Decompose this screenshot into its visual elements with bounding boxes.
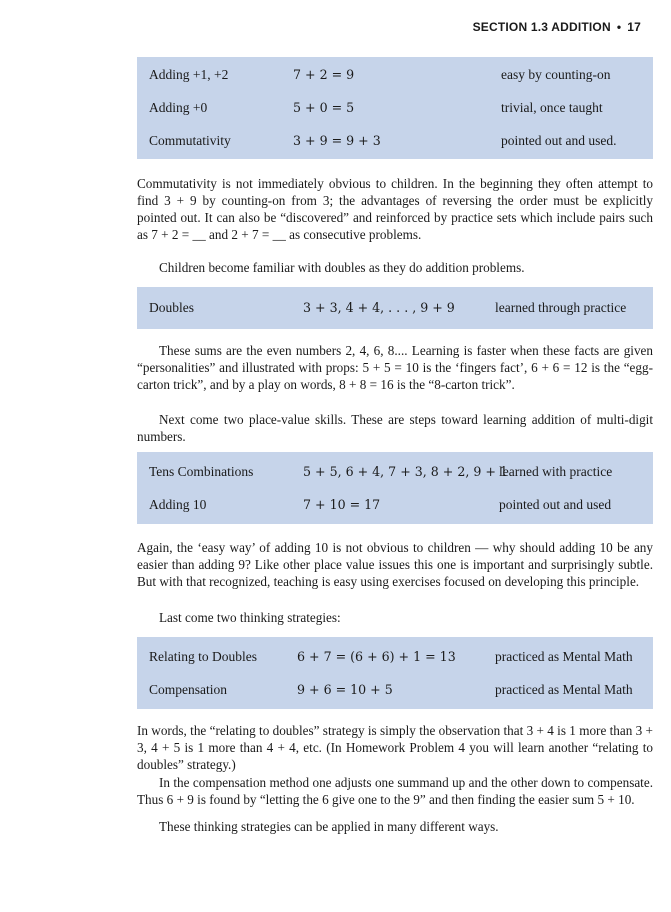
facts-box-4 — [137, 637, 653, 709]
strategy-example: 7 + 10 = 17 — [303, 497, 381, 512]
facts-box-3 — [137, 452, 653, 524]
strategy-name: Adding +0 — [149, 100, 208, 115]
strategy-example: 3 + 9 = 9 + 3 — [293, 133, 381, 148]
strategy-example: 9 + 6 = 10 + 5 — [297, 682, 393, 697]
strategy-example: 5 + 0 = 5 — [293, 100, 355, 115]
page-number: 17 — [627, 20, 641, 34]
paragraph: Children become familiar with doubles as they do addition problems. — [159, 260, 525, 275]
strategy-example: 3 + 3, 4 + 4, . . . , 9 + 9 — [303, 300, 455, 315]
strategy-note: trivial, once taught — [501, 100, 603, 115]
strategy-note: learned through practice — [495, 300, 627, 315]
paragraph: Again, the ‘easy way’ of adding 10 is not obvious to children — why should adding 10 be any easier than adding 9? Like other place value issues this one is important and surprisingly subtle. But with that recognized, teaching is easy using exercises focused on developing this principle. — [137, 540, 653, 589]
paragraph: These sums are the even numbers 2, 4, 6, 8.... Learning is faster when these facts are given “personalities” and illustrated with props: 5 + 5 = 10 is the ‘fingers fact’, 6 + 6 = 12 is the “egg-carton trick”, and by a play on words, 8 + 8 = 16 is the “8-carton trick”. — [137, 343, 653, 392]
paragraph: These thinking strategies can be applied in many different ways. — [159, 819, 499, 834]
strategy-note: pointed out and used — [499, 497, 612, 512]
strategy-note: pointed out and used. — [501, 133, 617, 148]
section-title: SECTION 1.3 ADDITION — [472, 20, 611, 34]
paragraph: In words, the “relating to doubles” strategy is simply the observation that 3 + 4 is 1 more than 3 + 3, 4 + 5 is 1 more than 4 + 4, etc. (In Homework Problem 4 you will learn another “relating to doubles” strategy.) — [137, 723, 653, 772]
strategy-note: practiced as Mental Math — [495, 649, 633, 664]
strategy-note: easy by counting-on — [501, 67, 611, 82]
paragraph: Last come two thinking strategies: — [159, 610, 341, 625]
paragraph: Commutativity is not immediately obvious to children. In the beginning they often attempt to find 3 + 9 by counting-on from 3; the advantages of reversing the order must be explicitly pointed out. It can also be “discovered” and reinforced by practice sets which include pairs such as 7 + 2 = __ and 2 + 7 = __ as consecutive problems. — [137, 176, 653, 242]
running-header — [473, 20, 641, 34]
strategy-name: Tens Combinations — [149, 464, 254, 479]
strategy-example: 5 + 5, 6 + 4, 7 + 3, 8 + 2, 9 + 1 — [303, 464, 508, 479]
strategy-note: practiced as Mental Math — [495, 682, 633, 697]
paragraph: In the compensation method one adjusts one summand up and the other down to compensate. Thus 6 + 9 is found by “letting the 6 give one to the 9” and then finding the easier sum 5 + 10. — [137, 775, 653, 807]
header-bullet: • — [616, 20, 622, 34]
strategy-name: Doubles — [149, 300, 194, 315]
strategy-name: Compensation — [149, 682, 227, 697]
strategy-example: 6 + 7 = (6 + 6) + 1 = 13 — [297, 649, 456, 664]
paragraph: Next come two place-value skills. These are steps toward learning addition of multi-digit numbers. — [137, 412, 653, 444]
strategy-note: learned with practice — [499, 464, 613, 479]
strategy-name: Commutativity — [149, 133, 231, 148]
strategy-name: Adding +1, +2 — [149, 67, 229, 82]
strategy-name: Relating to Doubles — [149, 649, 257, 664]
facts-box-2 — [137, 287, 653, 329]
facts-box-1 — [137, 57, 653, 159]
strategy-example: 7 + 2 = 9 — [293, 67, 355, 82]
strategy-name: Adding 10 — [149, 497, 207, 512]
